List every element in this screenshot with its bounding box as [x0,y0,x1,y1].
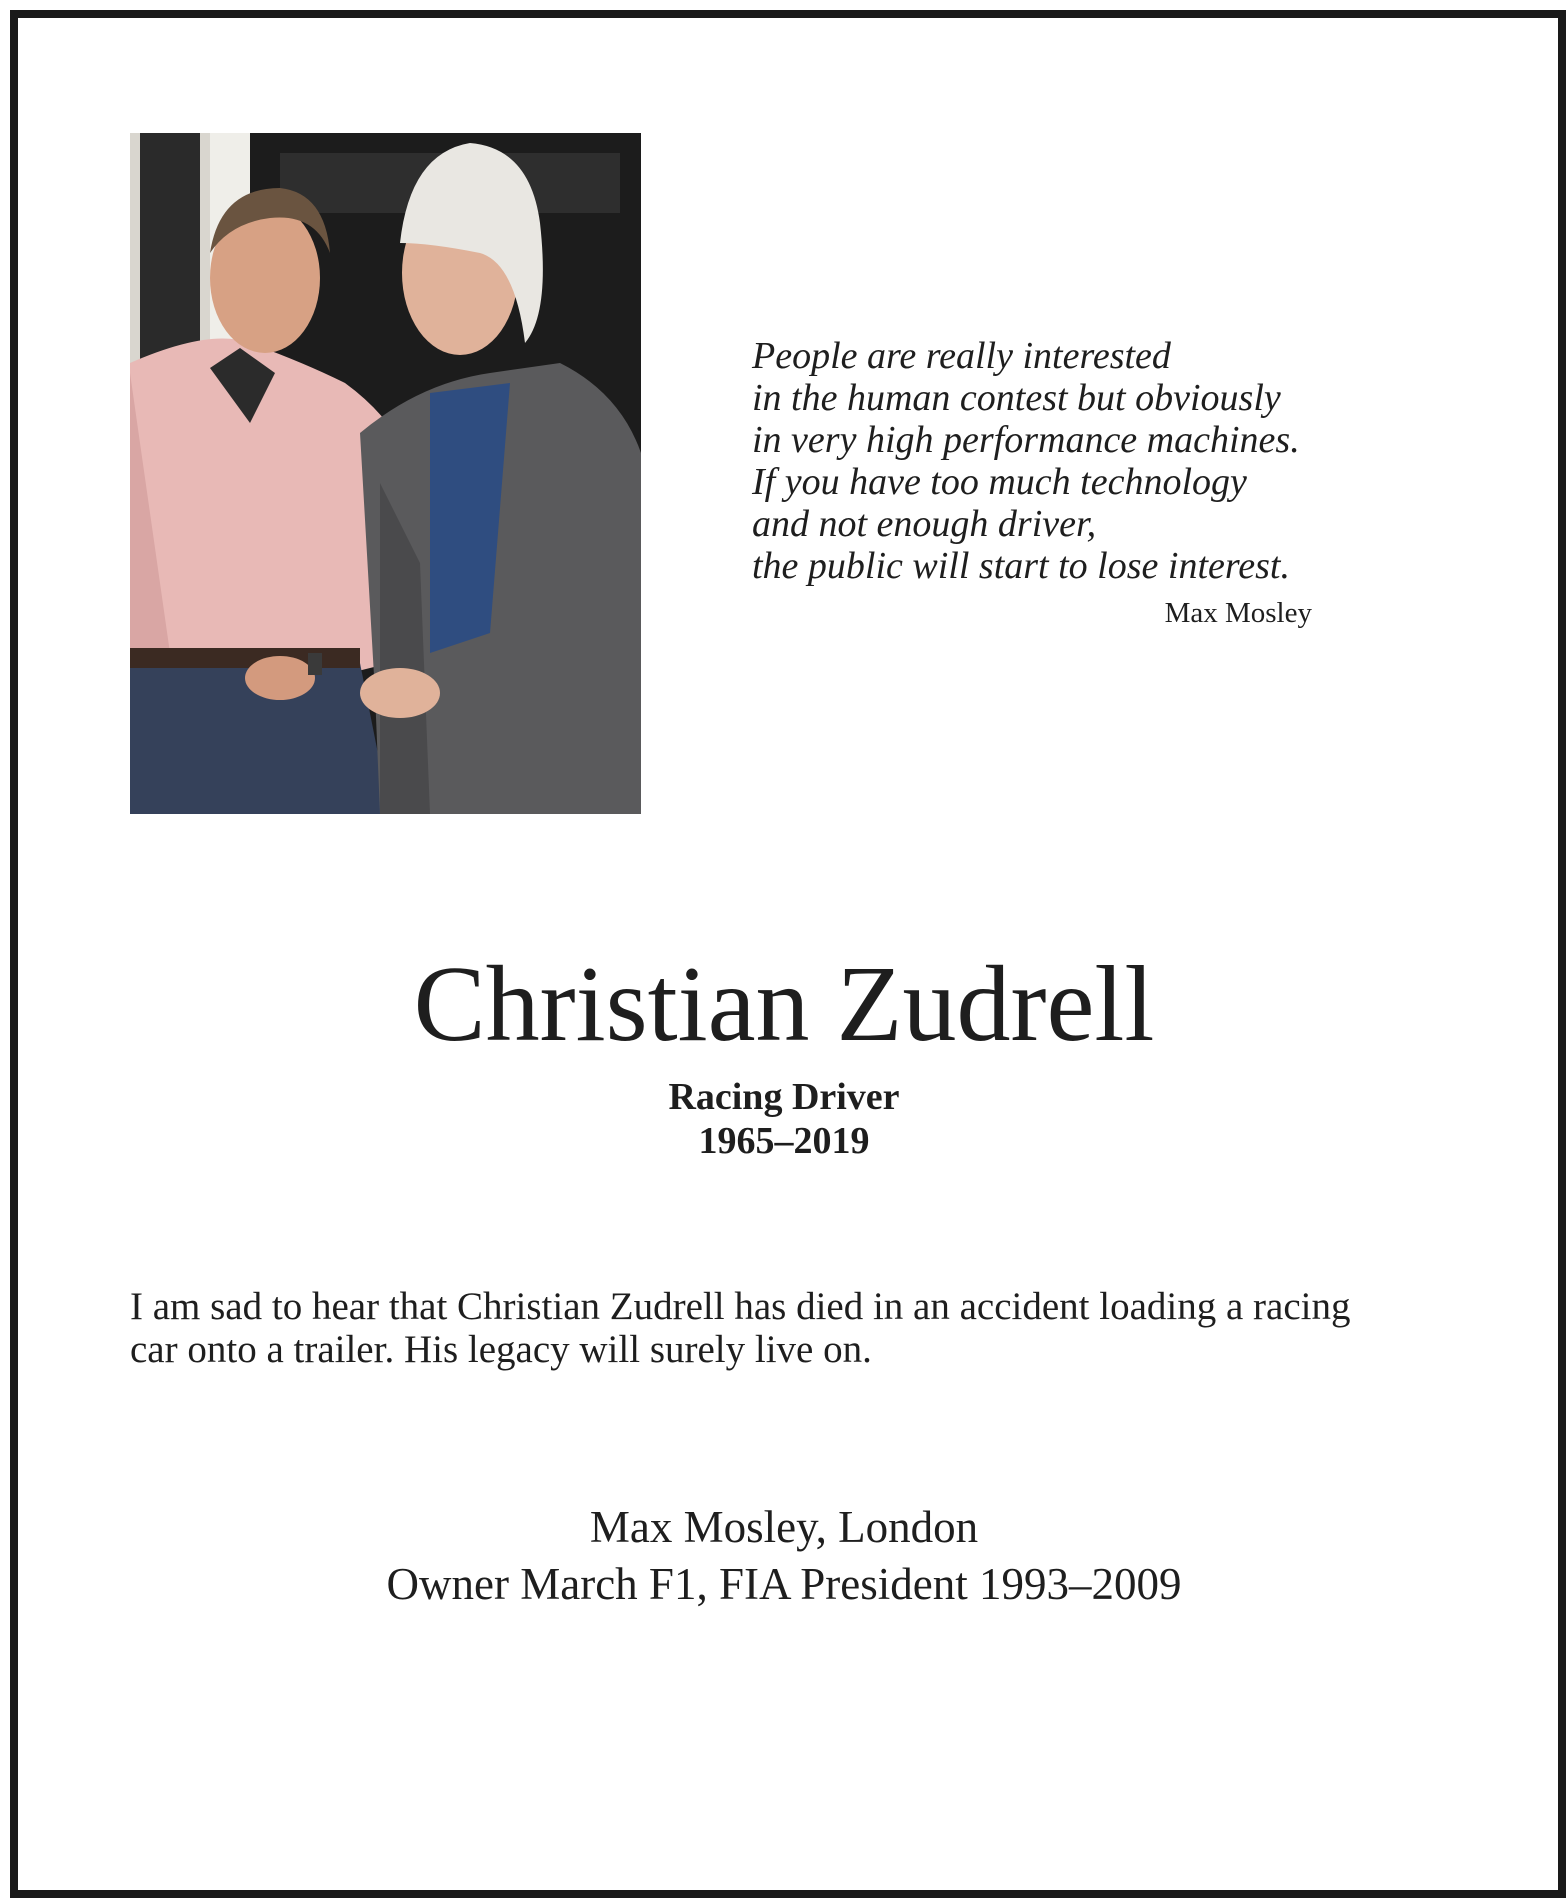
quote-text [752,335,1332,587]
signature-name: Max Mosley, London [589,1502,979,1552]
signature-title: Owner March F1, FIA President 1993–2009 [386,1559,1182,1609]
quote-line: the public will start to lose interest. [752,545,1290,587]
quote-line: and not enough driver, [752,503,1097,545]
message-line: I am sad to hear that Christian Zudrell has died in an accident loading a racing [130,1285,1351,1328]
message-line: car onto a trailer. His legacy will surely live on. [130,1328,872,1371]
quote-block [752,335,1332,630]
deceased-years: 1965–2019 [698,1120,870,1162]
quote-author: Max Mosley [1164,597,1312,629]
deceased-role: Racing Driver [668,1076,900,1118]
quote-line: in very high performance machines. [752,419,1300,461]
condolence-message [130,1285,1450,1371]
quote-line: People are really interested [752,335,1171,377]
photo [130,133,641,814]
photo-illustration [130,133,641,814]
quote-line: in the human contest but obviously [752,377,1281,419]
quote-line: If you have too much technology [752,461,1247,503]
deceased-name: Christian Zudrell [413,945,1155,1064]
